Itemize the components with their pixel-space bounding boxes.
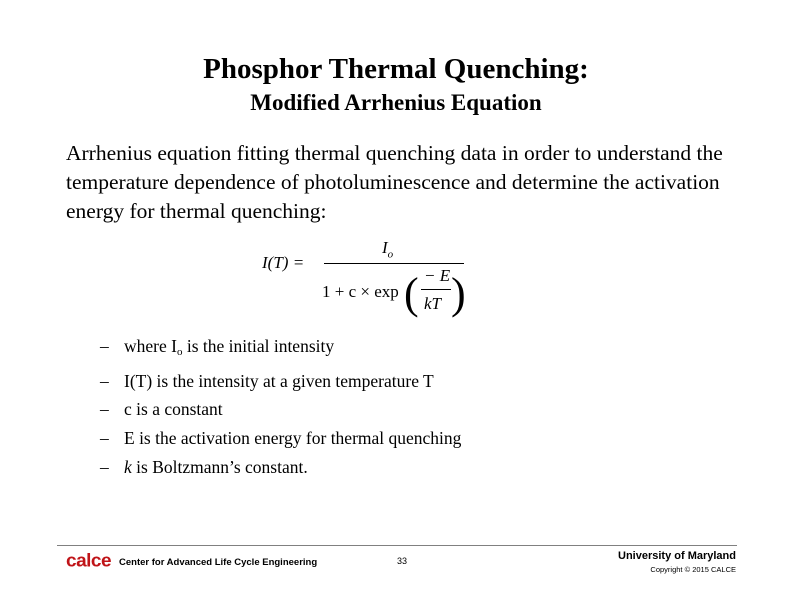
numerator-sub: o	[387, 248, 394, 261]
equation-denominator-lead: 1 + c × exp	[322, 282, 399, 301]
main-fraction-bar	[324, 263, 464, 264]
list-item: – where $I_o$ is the initial intensity	[100, 336, 335, 358]
calce-logo: calce	[66, 551, 112, 572]
intro-paragraph: Arrhenius equation fitting thermal quenching data in order to understand the temperature dependence of photoluminescence and determine the activation energy for thermal quenching:	[66, 141, 723, 223]
list-item: – k is Boltzmann’s constant.	[100, 456, 308, 477]
copyright-notice: Copyright © 2015 CALCE	[650, 565, 736, 574]
list-item: – E is the activation energy for thermal quenching	[100, 428, 462, 449]
university-name: University of Maryland	[618, 550, 736, 562]
arrhenius-equation	[258, 236, 478, 326]
center-name: Center for Advanced Life Cycle Engineering	[119, 557, 318, 568]
definitions-list	[100, 332, 660, 482]
slide-title: Phosphor Thermal Quenching:	[203, 53, 589, 85]
inner-denominator: kT	[424, 294, 441, 313]
right-paren: )	[451, 269, 466, 318]
list-item: – I(T) is the intensity at a given temperature T	[100, 370, 434, 391]
inner-numerator: − E	[424, 266, 451, 285]
equation-numerator	[382, 238, 393, 260]
footer-divider	[57, 545, 737, 546]
left-paren: (	[404, 269, 419, 318]
slide-subtitle: Modified Arrhenius Equation	[250, 90, 542, 115]
inner-fraction-bar	[421, 289, 451, 290]
equation-lhs: I(T) =	[262, 253, 305, 272]
numerator-var: I	[382, 238, 388, 257]
page-number: 33	[396, 556, 407, 566]
list-item: – c is a constant	[100, 399, 223, 420]
